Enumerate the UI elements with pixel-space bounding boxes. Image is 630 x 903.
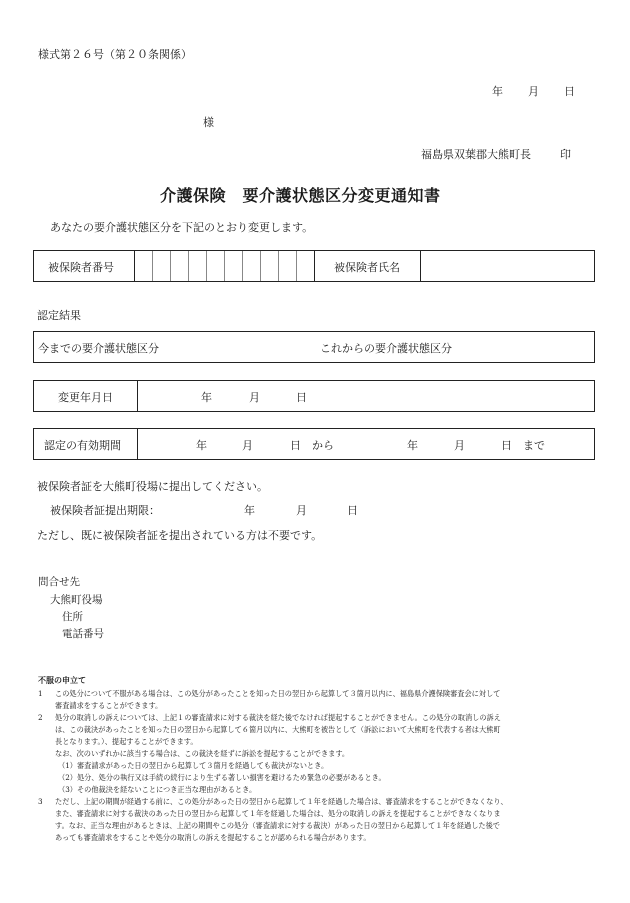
objection-text: 審査請求をすることができます。 bbox=[55, 701, 163, 710]
intro-text: あなたの要介護状態区分を下記のとおり変更します。 bbox=[50, 221, 314, 234]
validity-from-year: 年 bbox=[196, 439, 207, 452]
submission-note: ただし、既に被保険者証を提出されている方は不要です。 bbox=[37, 529, 323, 542]
objection-text: 長となります。）、提起することができます。 bbox=[55, 737, 198, 746]
date-day: 日 bbox=[564, 85, 575, 98]
validity-period-row bbox=[33, 428, 595, 460]
contact-office: 大熊町役場 bbox=[50, 594, 103, 606]
validity-to-month: 月 bbox=[454, 439, 465, 452]
objection-text: （2）処分、処分の執行又は手続の続行により生ずる著しい損害を避けるため緊急の必要があるとき。 bbox=[58, 773, 386, 782]
submission-month: 月 bbox=[296, 504, 307, 517]
validity-from-month: 月 bbox=[242, 439, 253, 452]
issuer-name: 福島県双葉郡大熊町長 bbox=[421, 148, 531, 161]
validity-to-day: 日 まで bbox=[501, 439, 545, 452]
objection-text: なお、次のいずれかに該当する場合は、この裁決を経ずに訴訟を提起することができます。 bbox=[55, 749, 350, 758]
objection-text: また、審査請求に対する裁決のあった日の翌日から起算して１年を経過した場合は、処分の取消しの訴えを提起することができなくなりま bbox=[55, 809, 501, 818]
insured-info-row bbox=[33, 250, 595, 282]
objection-text: は、この裁決があったことを知った日の翌日から起算して６箇月以内に、大熊町を被告として（訴訟において大熊町を代表する者は大熊町 bbox=[55, 725, 501, 734]
page-title: 介護保険 要介護状態区分変更通知書 bbox=[160, 186, 441, 205]
validity-to-year: 年 bbox=[407, 439, 418, 452]
submission-instruction: 被保険者証を大熊町役場に提出してください。 bbox=[37, 480, 268, 493]
recipient-suffix: 様 bbox=[203, 116, 214, 129]
change-date-row bbox=[33, 380, 595, 412]
change-date-day: 日 bbox=[296, 391, 307, 404]
result-heading: 認定結果 bbox=[37, 309, 81, 322]
submission-deadline-label: 被保険者証提出期限： bbox=[50, 504, 160, 517]
contact-address: 住所 bbox=[62, 611, 83, 623]
objection-text: （3）その他裁決を経ないことにつき正当な理由があるとき。 bbox=[58, 785, 257, 794]
change-date-label: 変更年月日 bbox=[58, 391, 113, 404]
contact-phone: 電話番号 bbox=[62, 628, 104, 640]
objection-text: この処分について不服がある場合は、この処分があったことを知った日の翌日から起算して３箇月以内に、福島県介護保険審査会に対して bbox=[55, 689, 501, 698]
validity-period-label: 認定の有効期間 bbox=[44, 439, 121, 452]
insured-name-label: 被保険者氏名 bbox=[334, 261, 400, 274]
objection-text: あっても審査請求をすることや処分の取消しの訴えを提起することが認められる場合があります。 bbox=[55, 833, 371, 842]
validity-from-day: 日 から bbox=[290, 439, 334, 452]
date-year: 年 bbox=[492, 85, 503, 98]
change-date-month: 月 bbox=[249, 391, 260, 404]
objection-item-number: 1 bbox=[38, 689, 43, 698]
contact-heading: 問合せ先 bbox=[38, 576, 80, 588]
objection-text: す。なお、正当な理由があるときは、上記の期間やこの処分（審査請求に対する裁決）があった日の翌日から起算して１年を経過した後で bbox=[55, 821, 500, 830]
objection-text: ただし、上記の期間が経過する前に、この処分があった日の翌日から起算して１年を経過した場合は、審査請求をすることができなくなり、 bbox=[55, 797, 508, 806]
submission-day: 日 bbox=[347, 504, 358, 517]
previous-care-level-label: 今までの要介護状態区分 bbox=[38, 342, 159, 355]
objection-item-number: 2 bbox=[38, 713, 43, 722]
insured-number-label: 被保険者番号 bbox=[48, 261, 114, 274]
objection-text: （1）審査請求があった日の翌日から起算して３箇月を経過しても裁決がないとき。 bbox=[58, 761, 329, 770]
objection-heading: 不服の申立て bbox=[38, 675, 86, 685]
care-level-row bbox=[33, 331, 595, 363]
form-number: 様式第２６号（第２０条関係） bbox=[38, 48, 192, 61]
objection-text: 処分の取消しの訴えについては、上記１の審査請求に対する裁決を経た後でなければ提起することができません。この処分の取消しの訴え bbox=[55, 713, 501, 722]
seal-mark: 印 bbox=[560, 148, 571, 161]
new-care-level-label: これからの要介護状態区分 bbox=[320, 342, 452, 355]
objection-item-number: 3 bbox=[38, 797, 43, 806]
submission-year: 年 bbox=[244, 504, 255, 517]
date-month: 月 bbox=[528, 85, 539, 98]
change-date-year: 年 bbox=[201, 391, 212, 404]
